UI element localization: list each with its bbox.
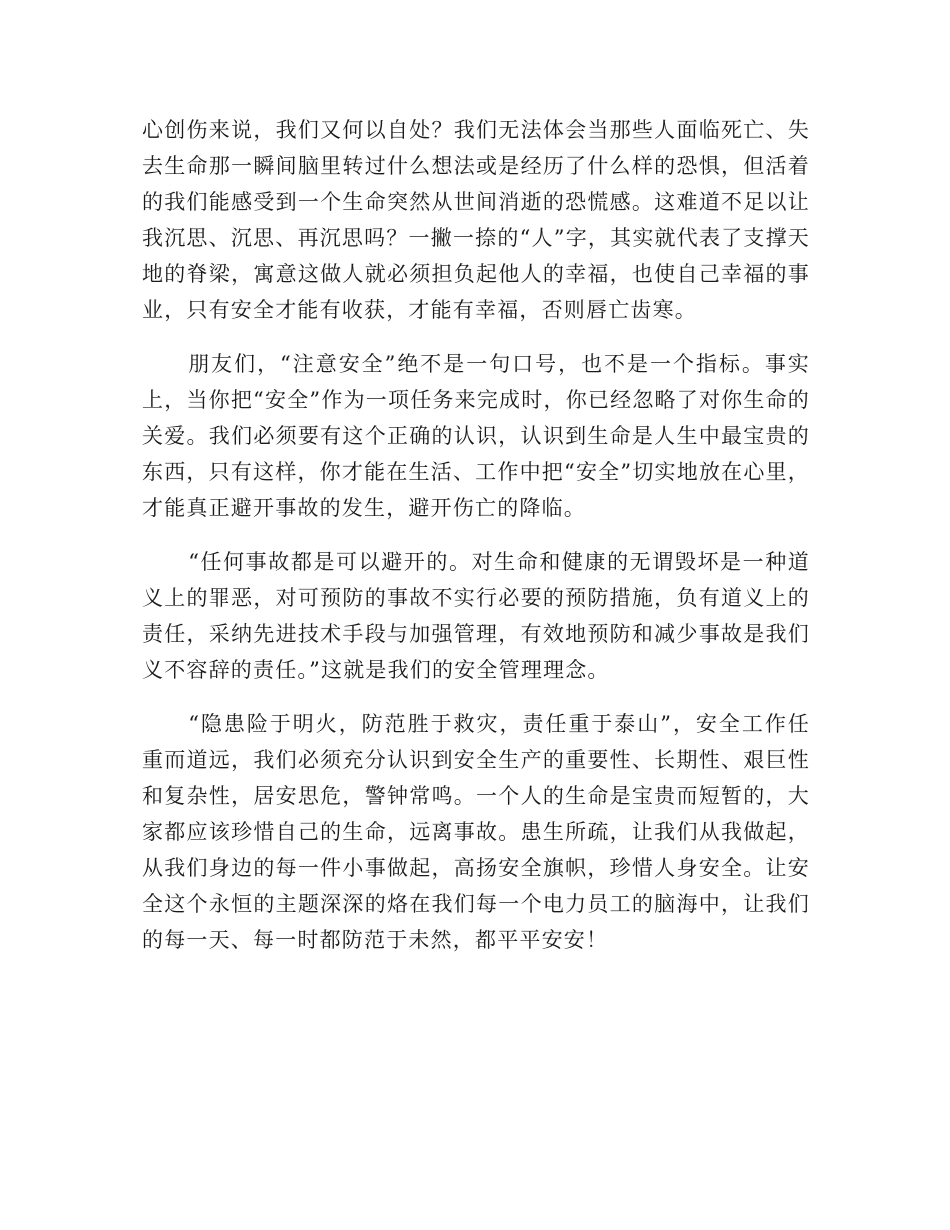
paragraph-2: 朋友们，“注意安全”绝不是一句口号，也不是一个指标。事实上，当你把“安全”作为一项任务来完成时，你已经忽略了对你生命的关爱。我们必须要有这个正确的认识，认识到生命是人生中最宝贵的东西，只有这样，你才能在生活、工作中把“安全”切实地放在心里，才能真正避开事故的发生，避开伤亡的降临。 — [142, 352, 810, 520]
paragraph-3: “任何事故都是可以避开的。对生命和健康的无谓毁坏是一种道义上的罪恶，对可预防的事故不实行必要的预防措施，负有道义上的责任，采纳先进技术手段与加强管理，有效地预防和减少事故是我们义不容辞的责任。”这就是我们的安全管理理念。 — [142, 550, 810, 682]
paragraph-4: “隐患险于明火，防范胜于救灾，责任重于泰山”，安全工作任重而道远，我们必须充分认识到安全生产的重要性、长期性、艰巨性和复杂性，居安思危，警钟常鸣。一个人的生命是宝贵而短暂的，大家都应该珍惜自己的生命，远离事故。患生所疏，让我们从我做起，从我们身边的每一件小事做起，高扬安全旗帜，珍惜人身安全。让安全这个永恒的主题深深的烙在我们每一个电力员工的脑海中，让我们的每一天、每一时都防范于未然，都平平安安！ — [142, 712, 810, 952]
paragraph-1: 心创伤来说，我们又何以自处？我们无法体会当那些人面临死亡、失去生命那一瞬间脑里转过什么想法或是经历了什么样的恐惧，但活着的我们能感受到一个生命突然从世间消逝的恐慌感。这难道不足以让我沉思、沉思、再沉思吗？一撇一捺的“人”字，其实就代表了支撑天地的脊梁，寓意这做人就必须担负起他人的幸福，也使自己幸福的事业，只有安全才能有收获，才能有幸福，否则唇亡齿寒。 — [142, 118, 810, 322]
document-body — [142, 112, 810, 976]
